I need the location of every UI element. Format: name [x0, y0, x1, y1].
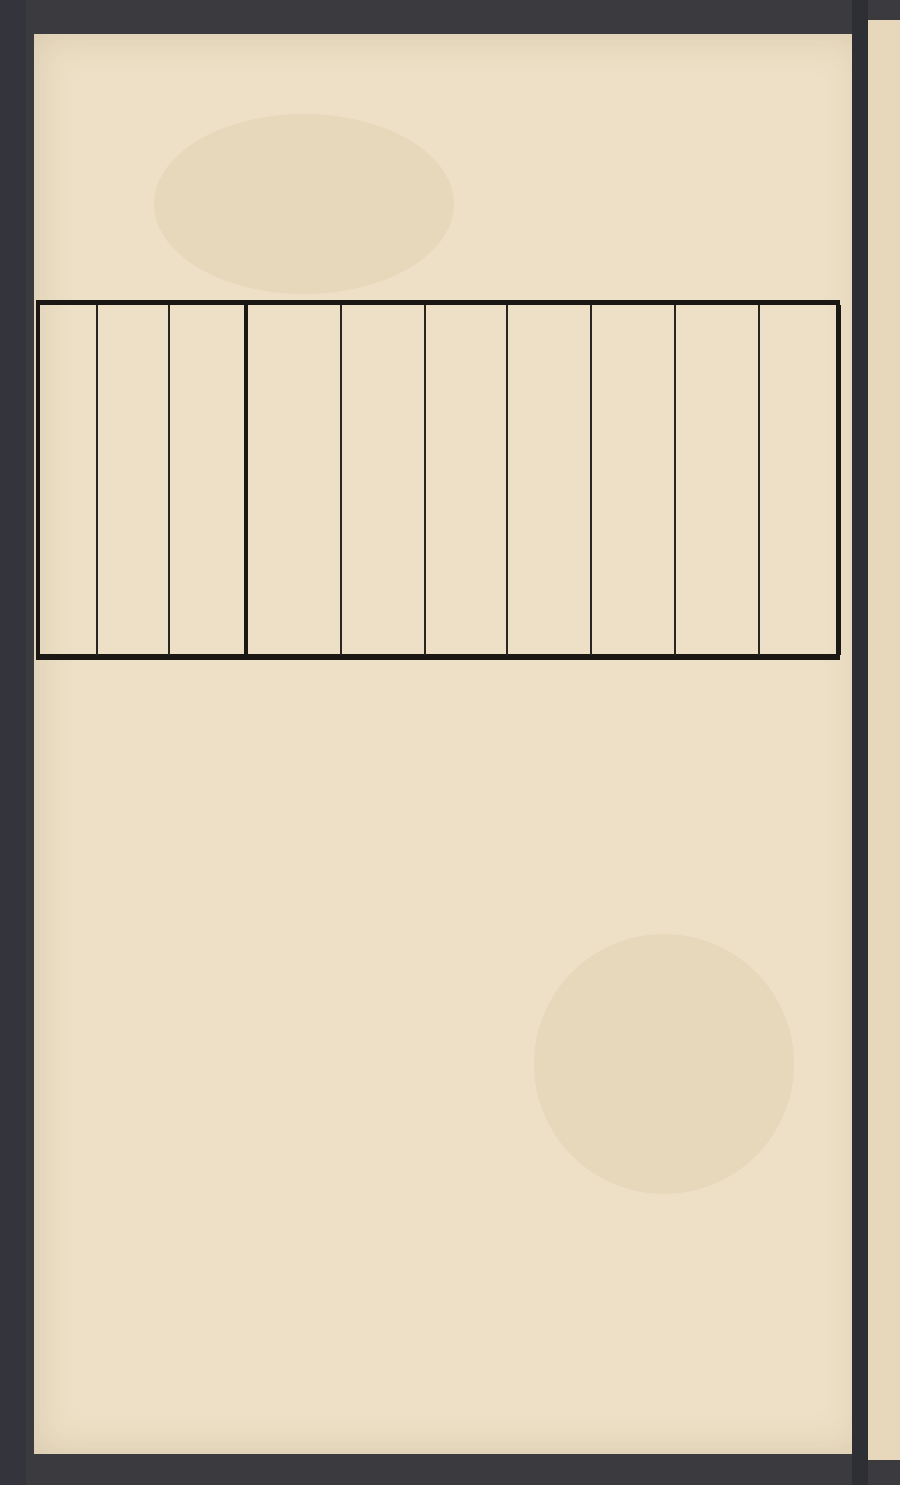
- frame-top-rule: [40, 300, 840, 305]
- column-rule: [758, 305, 760, 655]
- column-rule: [96, 305, 98, 655]
- scan-background-right: [852, 0, 868, 1485]
- frame-bottom-rule: [40, 654, 840, 660]
- column-rule: [674, 305, 676, 655]
- column-rule: [590, 305, 592, 655]
- paper-stain: [154, 114, 454, 294]
- adjacent-page-edge: [868, 20, 900, 1460]
- scan-background-left: [0, 0, 26, 1485]
- column-rule: [506, 305, 508, 655]
- frame-right-rule: [836, 305, 841, 655]
- text-column-1: [778, 322, 828, 662]
- column-rule: [424, 305, 426, 655]
- column-rule: [168, 305, 170, 655]
- book-page: [34, 34, 864, 1454]
- paper-stain: [534, 934, 794, 1194]
- column-rule: [340, 305, 342, 655]
- column-rule: [244, 305, 248, 655]
- frame-left-rule: [36, 300, 40, 660]
